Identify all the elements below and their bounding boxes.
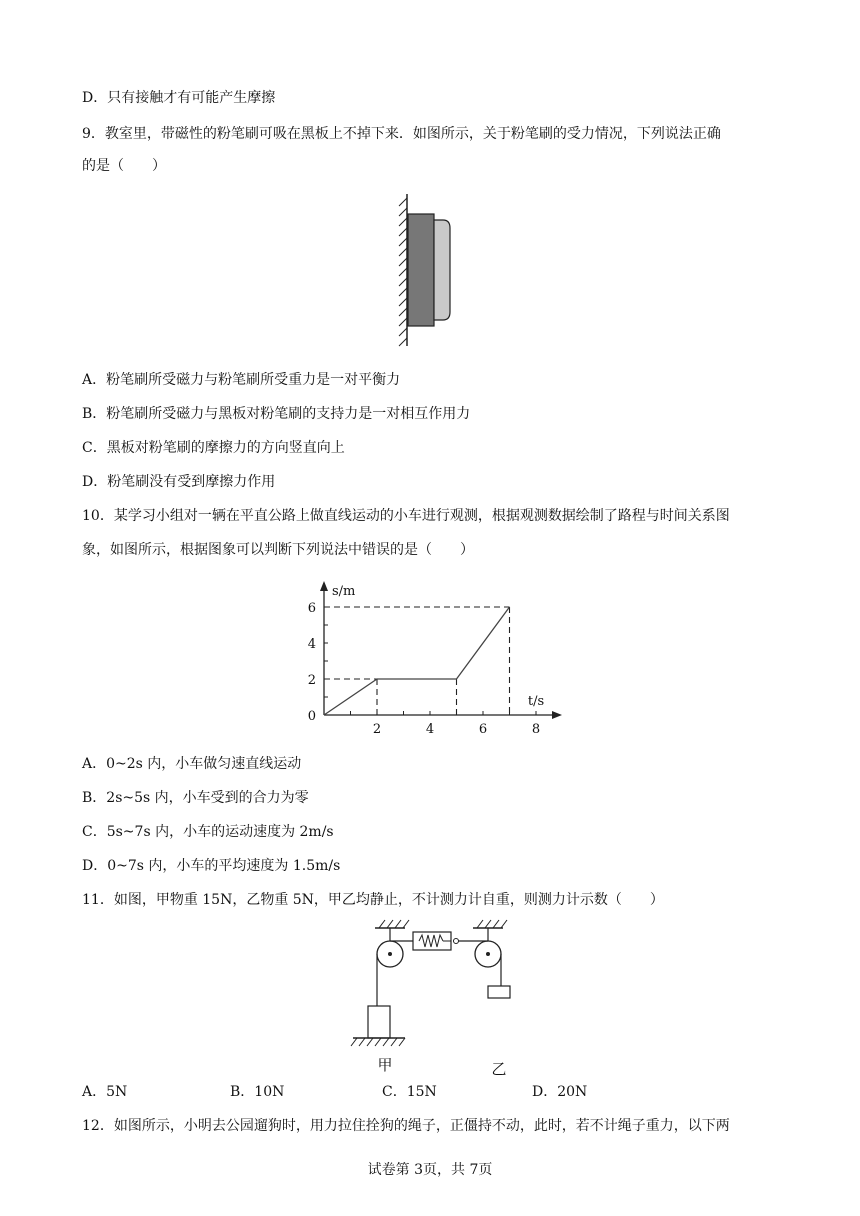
q10-st-graph: [296, 574, 566, 744]
q11-option-b: B．10N: [230, 1084, 285, 1100]
x-axis-arrow: [552, 711, 562, 719]
x-tick-label: 2: [372, 722, 382, 737]
q11-stem: 11．如图，甲物重 15N，乙物重 5N，甲乙均静止，不计测力计自重，则测力计示数（ ）: [82, 892, 664, 908]
q9-option-d: D．粉笔刷没有受到摩擦力作用: [82, 474, 276, 490]
q10-option-c: C．5s~7s 内，小车的运动速度为 2m/s: [82, 824, 334, 840]
y-axis-label: s/m: [332, 584, 356, 599]
q10-option-b: B．2s~5s 内，小车受到的合力为零: [82, 790, 309, 806]
fig11-label-yi: 乙: [491, 1060, 507, 1078]
x-axis-label: t/s: [527, 694, 545, 709]
q9-option-a: A．粉笔刷所受磁力与粉笔刷所受重力是一对平衡力: [82, 372, 401, 388]
fig11-label-jia: 甲: [377, 1056, 393, 1074]
y-tick-label: 6: [307, 601, 316, 616]
q9-stem-line1: 9．教室里，带磁性的粉笔刷可吸在黑板上不掉下来．如图所示，关于粉笔刷的受力情况，下列说法正确: [82, 126, 721, 142]
q9-stem-line2: 的是（ ）: [82, 158, 166, 174]
x-tick-label: 6: [478, 722, 488, 737]
q8-option-d: D．只有接触才有可能产生摩擦: [82, 90, 276, 106]
q10-stem-line2: 象，如图所示，根据图象可以判断下列说法中错误的是（ ）: [82, 542, 474, 558]
y-tick-label: 4: [307, 637, 316, 652]
q11-option-d: D．20N: [532, 1084, 588, 1100]
page-footer: 试卷第 3页，共 7页: [367, 1162, 493, 1178]
q10-option-a: A．0~2s 内，小车做匀速直线运动: [82, 756, 302, 772]
series-line-s-t: [324, 607, 510, 715]
x-tick-label: 4: [425, 722, 435, 737]
q12-stem: 12．如图所示，小明去公园遛狗时，用力拉住拴狗的绳子，正僵持不动，此时，若不计绳子重力，以下两: [82, 1118, 730, 1134]
y-tick-label: 2: [307, 673, 316, 688]
q11-figure-pulleys: [345, 914, 525, 1080]
x-tick-label: 8: [531, 722, 541, 737]
q11-option-c: C．15N: [382, 1084, 437, 1100]
y-axis-arrow: [320, 581, 328, 591]
q9-figure-chalk-brush: [395, 190, 465, 350]
origin-label: 0: [307, 709, 316, 724]
q10-stem-line1: 10．某学习小组对一辆在平直公路上做直线运动的小车进行观测，根据观测数据绘制了路程与时间关系图: [82, 508, 730, 524]
q9-option-c: C．黑板对粉笔刷的摩擦力的方向竖直向上: [82, 440, 345, 456]
q11-option-a: A．5N: [82, 1084, 128, 1100]
q9-option-b: B．粉笔刷所受磁力与黑板对粉笔刷的支持力是一对相互作用力: [82, 406, 471, 422]
q10-option-d: D．0~7s 内，小车的平均速度为 1.5m/s: [82, 858, 341, 874]
